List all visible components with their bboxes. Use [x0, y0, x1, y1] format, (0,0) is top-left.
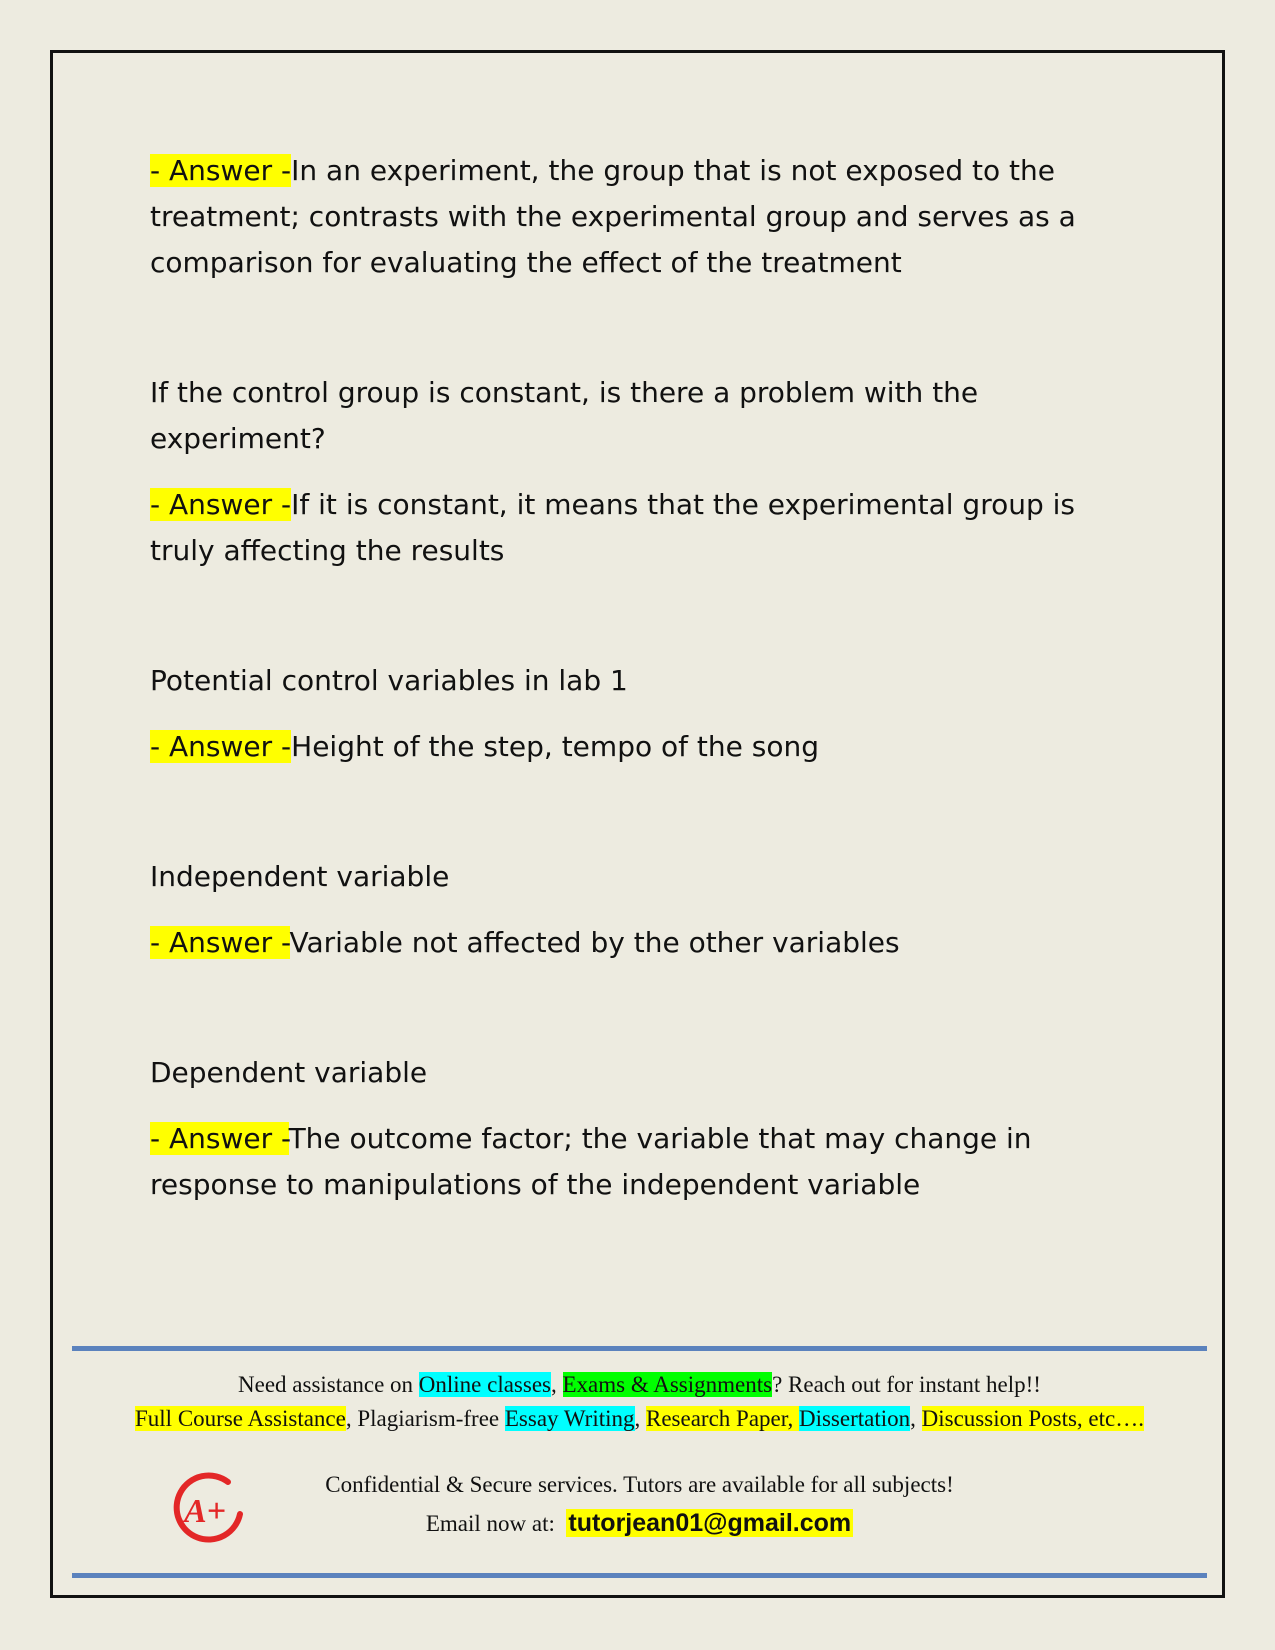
footer-line-2: Full Course Assistance, Plagiarism-free Essay Writing, Research Paper, Dissertation, Discussion Posts, etc…. — [135, 1406, 1144, 1431]
footer-line-3: Confidential & Secure services. Tutors are available for all subjects! — [325, 1472, 954, 1497]
question-text: If the control group is constant, is there a problem with the experiment? — [150, 376, 979, 455]
question-text: Dependent variable — [150, 1056, 428, 1089]
answer-paragraph — [150, 724, 1140, 770]
answer-text: If it is constant, it means that the experimental group is truly affecting the results — [150, 488, 1076, 567]
answer-tag: - Answer - — [150, 154, 292, 187]
answer-text: The outcome factor; the variable that may change in response to manipulations of the independent variable — [150, 1122, 1032, 1201]
answer-tag: - Answer - — [150, 488, 292, 521]
footer-line-1: Need assistance on Online classes, Exams & Assignments? Reach out for instant help!! — [238, 1372, 1041, 1397]
answer-text: In an experiment, the group that is not exposed to the treatment; contrasts with the experimental group and serves as a comparison for evaluating the effect of the treatment — [150, 154, 1076, 279]
email-address[interactable]: tutorjean01@gmail.com — [568, 1509, 852, 1537]
answer-paragraph — [150, 920, 1140, 966]
answer-paragraph — [150, 1116, 1140, 1208]
footer-rule-top — [72, 1346, 1207, 1351]
answer-paragraph — [150, 482, 1140, 574]
footer-rule-bottom — [72, 1573, 1207, 1578]
qa-content — [150, 148, 1140, 1208]
email-label: Email now at: — [425, 1511, 555, 1536]
logo-text: A+ — [184, 1493, 227, 1530]
answer-tag: - Answer - — [150, 926, 290, 959]
answer-text: Height of the step, tempo of the song — [291, 730, 819, 763]
answer-tag: - Answer - — [150, 730, 292, 763]
exams-highlight: Exams & Assignments — [562, 1372, 773, 1397]
answer-tag: - Answer - — [150, 1122, 289, 1155]
footer-ad — [72, 1368, 1207, 1436]
question-text: Potential control variables in lab 1 — [150, 664, 628, 697]
answer-text: Variable not affected by the other variables — [289, 926, 900, 959]
answer-paragraph — [150, 148, 1140, 286]
online-classes-highlight: Online classes — [418, 1372, 551, 1397]
a-plus-grade-icon — [170, 1468, 250, 1548]
question-text: Independent variable — [150, 860, 450, 893]
